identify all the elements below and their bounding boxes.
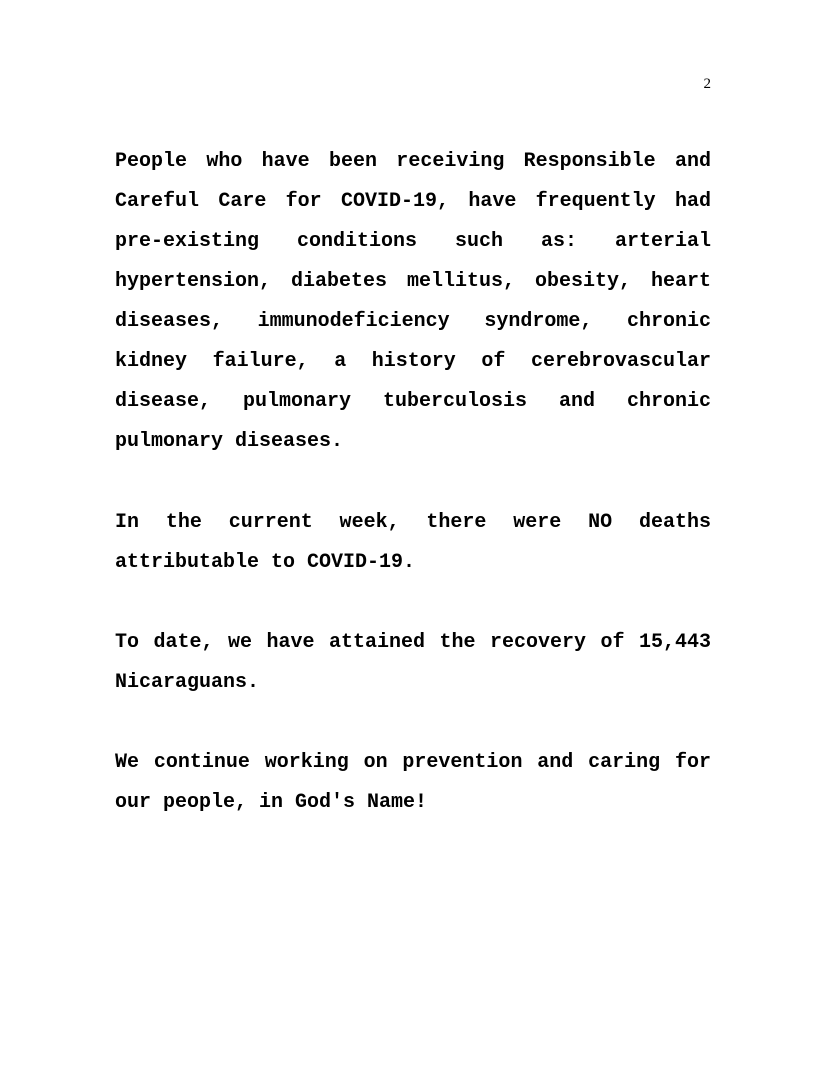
page-number: 2 [703,76,711,92]
paragraph-recovery: To date, we have attained the recovery of 15,443 Nicaraguans. [115,631,711,694]
paragraph-deaths: In the current week, there were NO deaths attributable to COVID-19. [115,511,711,574]
paragraph-preexisting-conditions: People who have been receiving Responsible and Careful Care for COVID-19, have frequently had pre-existing conditions such as: arterial hypertension, diabetes mellitus, obesity, heart diseases, immunodeficiency syndrome, chronic kidney failure, a history of cerebrovascular disease, pulmonary tuberculosis and chronic pulmonary diseases. [115,150,711,453]
paragraph-closing: We continue working on prevention and caring for our people, in God's Name! [115,751,711,814]
